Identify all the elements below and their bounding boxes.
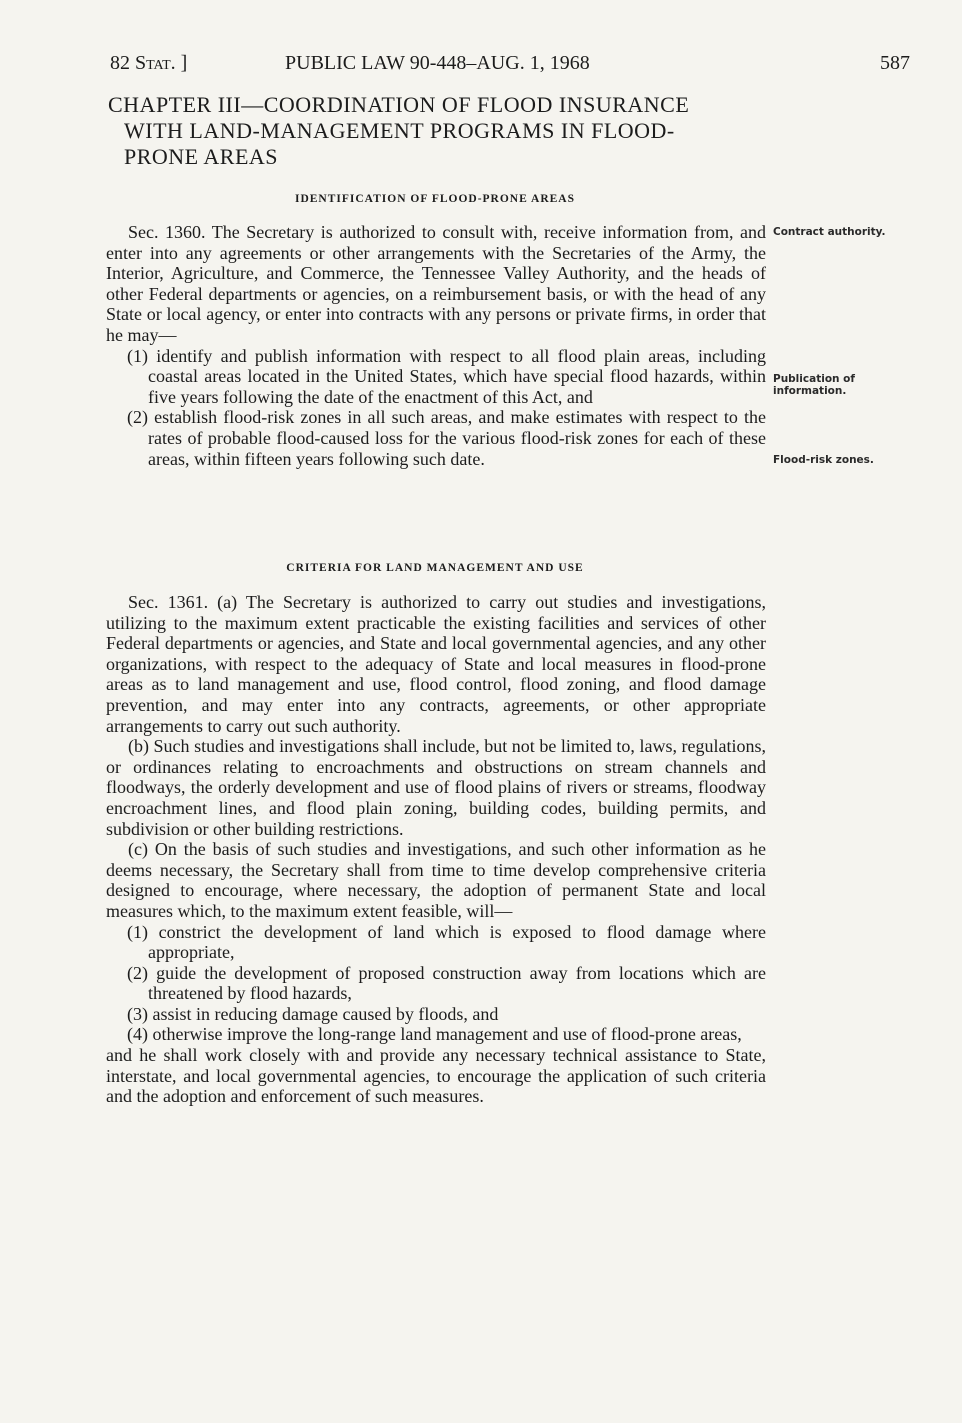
page-header [110, 52, 910, 82]
chapter-title [108, 92, 778, 170]
section-1360-item-1: (1) identify and publish information with respect to all flood plain areas, including coastal areas located in the United States, which have special flood hazards, within five years following the date of the enactment of this Act, and [127, 345, 766, 407]
section-1361-closing: and he shall work closely with and provide any necessary technical assistance to State, interstate, and local governmental agencies, to encourage the application of such criteria and the adoption and enforcement of such measures. [106, 1045, 766, 1107]
section-1361-item-3: (3) assist in reducing damage caused by floods, and [127, 1003, 499, 1024]
section-1361-item-4: (4) otherwise improve the long-range land management and use of flood-prone areas, [127, 1024, 742, 1045]
page-number: 587 [880, 52, 910, 74]
section-heading-criteria: CRITERIA FOR LAND MANAGEMENT AND USE [286, 562, 584, 574]
section-1361-para-a: Sec. 1361. (a) The Secretary is authorized to carry out studies and investigations, utilizing to the maximum extent practicable the existing facilities and services of other Federal departments or agencies, and State and local governmental agencies, and any other organizations, with respect to the adequacy of State and local measures in flood-prone areas as to land management and use, flood control, flood zoning, and flood damage prevention, and may enter into any contracts, agreements, or other appropriate arrangements to carry out such authority. [106, 592, 766, 736]
margin-note-publication: Publication of information. [773, 373, 855, 397]
chapter-title-line-1: CHAPTER III—COORDINATION OF FLOOD INSURANCE [108, 92, 690, 117]
section-1361-body [106, 592, 766, 1107]
section-1361-para-b: (b) Such studies and investigations shall include, but not be limited to, laws, regulations, or ordinances relating to encroachments and obstructions on stream channels and floodways, the orderly development and use of flood plains of rivers or streams, floodway encroachment lines, and flood plain zoning, building codes, building permits, and subdivision or other building restrictions. [106, 736, 766, 839]
section-1361-item-1: (1) constrict the development of land which is exposed to flood damage where appropriate, [127, 921, 766, 963]
section-1361-item-2: (2) guide the development of proposed construction away from locations which are threatened by flood hazards, [127, 962, 766, 1004]
section-heading-identification: IDENTIFICATION OF FLOOD-PRONE AREAS [294, 193, 576, 205]
section-1361-para-c: (c) On the basis of such studies and investigations, and such other information as he deems necessary, the Secretary shall from time to time develop comprehensive criteria designed to encourage, where necessary, the adoption of permanent State and local measures which, to the maximum extent feasible, will— [106, 839, 766, 921]
margin-note-flood-risk: Flood-risk zones. [773, 454, 874, 466]
section-1360-intro: Sec. 1360. The Secretary is authorized to consult with, receive information from, and enter into any agreements or other arrangements with the Secretaries of the Army, the Interior, Agriculture, and Commerce, the Tennessee Valley Authority, and the heads of other Federal departments or agencies, on a reimbursement basis, or with the head of any State or local agency, or enter into contracts with any persons or private firms, in order that he may— [106, 222, 766, 345]
public-law-title: PUBLIC LAW 90-448–AUG. 1, 1968 [285, 52, 590, 74]
margin-note-contract-authority: Contract authority. [773, 226, 886, 238]
statute-reference: 82 Stat. ] [110, 52, 188, 74]
section-1360-body [106, 222, 766, 469]
chapter-title-line-3: PRONE AREAS [124, 144, 279, 169]
section-1360-item-2: (2) establish flood-risk zones in all such areas, and make estimates with respect to the rates of probable flood-caused loss for the various flood-risk zones for each of these areas, within fifteen years following such date. [127, 407, 766, 469]
chapter-title-line-2: WITH LAND-MANAGEMENT PROGRAMS IN FLOOD- [124, 118, 675, 143]
